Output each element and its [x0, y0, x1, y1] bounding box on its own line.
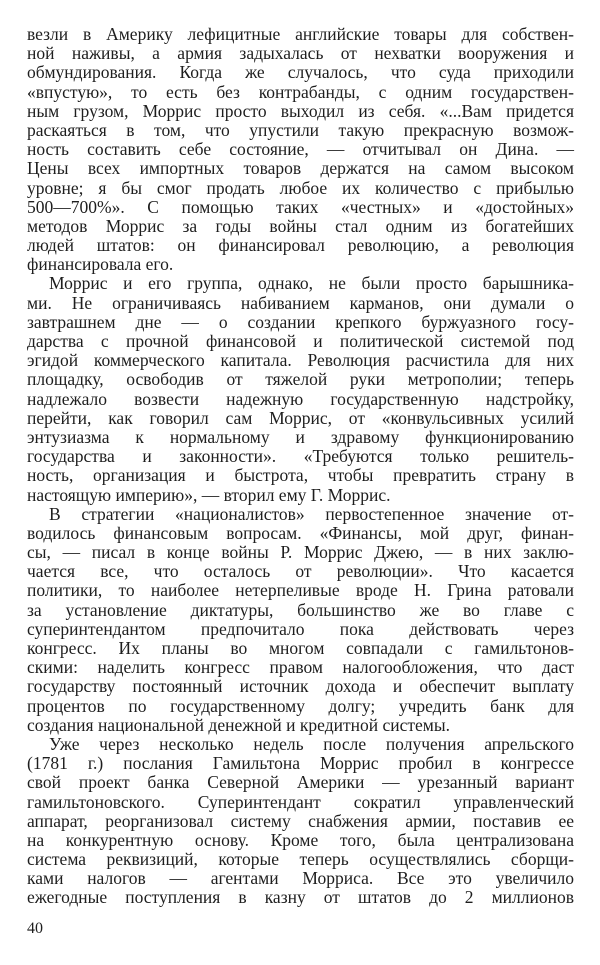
text-line: обмундирования. Когда же случалось, что суда приходили — [27, 62, 574, 83]
text-line: система реквизиций, которые теперь осуществлялись сборщи- — [27, 849, 574, 870]
text-line: методов Моррис за годы войны стал одним из богатейших — [27, 215, 574, 236]
text-line: ность составить себе состояние, — отчитывал он Дина. — — [27, 139, 574, 160]
text-line: водилось финансовым вопросам. «Финансы, мой друг, финан- — [27, 522, 574, 543]
text-line: скими: наделить конгресс правом налогообложения, что даст — [27, 657, 574, 678]
text-line: на конкурентную основу. Кроме того, была централизована — [27, 829, 574, 850]
text-line: ной наживы, а армия задыхалась от нехватки вооружения и — [27, 43, 574, 64]
paragraph — [27, 505, 574, 735]
text-line: сы, — писал в конце войны Р. Моррис Джею, — в них заклю- — [27, 542, 574, 563]
text-line: площадку, освободив от тяжелой руки метрополии; теперь — [27, 369, 574, 390]
text-line: Моррис и его группа, однако, не были просто барышника- — [49, 273, 574, 294]
text-line: процентов по государственному долгу; учредить банк для — [27, 695, 574, 716]
text-line: дарства с прочной финансовой и политической системой под — [27, 331, 574, 351]
text-line: настоящую империю», — вторил ему Г. Моррис. — [27, 484, 391, 505]
text-line: уровне; я бы смог продать любое их количество с прибылью — [27, 177, 574, 198]
text-line: ным грузом, Моррис просто выходил из себя. «...Вам придется — [27, 100, 574, 121]
text-line: Цены всех импортных товаров держатся на самом высоком — [27, 158, 574, 179]
text-line: конгресс. Их планы во многом совпадали с гамильтонов- — [27, 638, 574, 658]
text-line: гамильтоновского. Суперинтендант сократил управленческий — [27, 791, 574, 812]
page-body — [27, 25, 574, 908]
text-line: свой проект банка Северной Америки — урезанный вариант — [27, 772, 574, 793]
text-line: ми. Не ограничиваясь набиванием карманов, они думали о — [27, 292, 574, 313]
text-line: ежегодные поступления в казну от штатов до 2 миллионов — [27, 887, 574, 908]
text-line: В стратегии «националистов» первостепенное значение от- — [49, 503, 574, 524]
page-number: 40 — [27, 920, 43, 937]
text-line: государства и законности». «Требуются только решитель- — [27, 446, 574, 467]
text-line: Уже через несколько недель после получения апрельского — [49, 733, 574, 754]
text-line: политики, то наиболее нетерпеливые вроде Н. Грина ратовали — [27, 580, 574, 601]
text-line: энтузиазма к нормальному и здравому функционированию — [27, 426, 574, 447]
text-line: (1781 г.) послания Гамильтона Моррис пробил в конгрессе — [27, 753, 574, 774]
text-line: «впустую», то есть без контрабанды, с одним государствен- — [27, 81, 574, 102]
text-line: финансировала его. — [27, 254, 174, 275]
text-line: завтрашнем дне — о создании крепкого буржуазного госу- — [27, 311, 574, 332]
text-line: чается все, что осталось от революции». Что касается — [27, 561, 574, 582]
text-line: ность, организация и быстрота, чтобы превратить страну в — [27, 465, 574, 486]
text-line: суперинтендантом предпочитало пока действовать через — [27, 618, 574, 639]
text-line: перейти, как говорил сам Моррис, от «конвульсивных усилий — [27, 407, 574, 428]
text-line: надлежало возвести надежную государственную надстройку, — [27, 388, 574, 409]
paragraph — [27, 274, 574, 504]
text-line: людей штатов: он финансировал революцию, а революция — [27, 235, 574, 256]
text-line: создания национальной денежной и кредитной системы. — [27, 714, 450, 735]
text-line: государству постоянный источник дохода и обеспечит выплату — [27, 676, 574, 697]
paragraph — [27, 25, 574, 274]
text-line: за установление диктатуры, большинство же во главе с — [27, 599, 574, 620]
text-line: раскаяться в том, что упустили такую прекрасную возмож- — [27, 119, 574, 140]
text-line: 500—700%». С помощью таких «честных» и «достойных» — [27, 196, 574, 217]
paragraph — [27, 735, 574, 908]
text-line: аппарат, реорганизовал систему снабжения армии, поставив ее — [27, 810, 574, 831]
text-line: везли в Америку лефицитные английские товары для собствен- — [27, 24, 574, 44]
text-line: ками налогов — агентами Морриса. Все это увеличило — [27, 868, 574, 889]
text-line: эгидой коммерческого капитала. Революция расчистила для них — [27, 350, 574, 371]
